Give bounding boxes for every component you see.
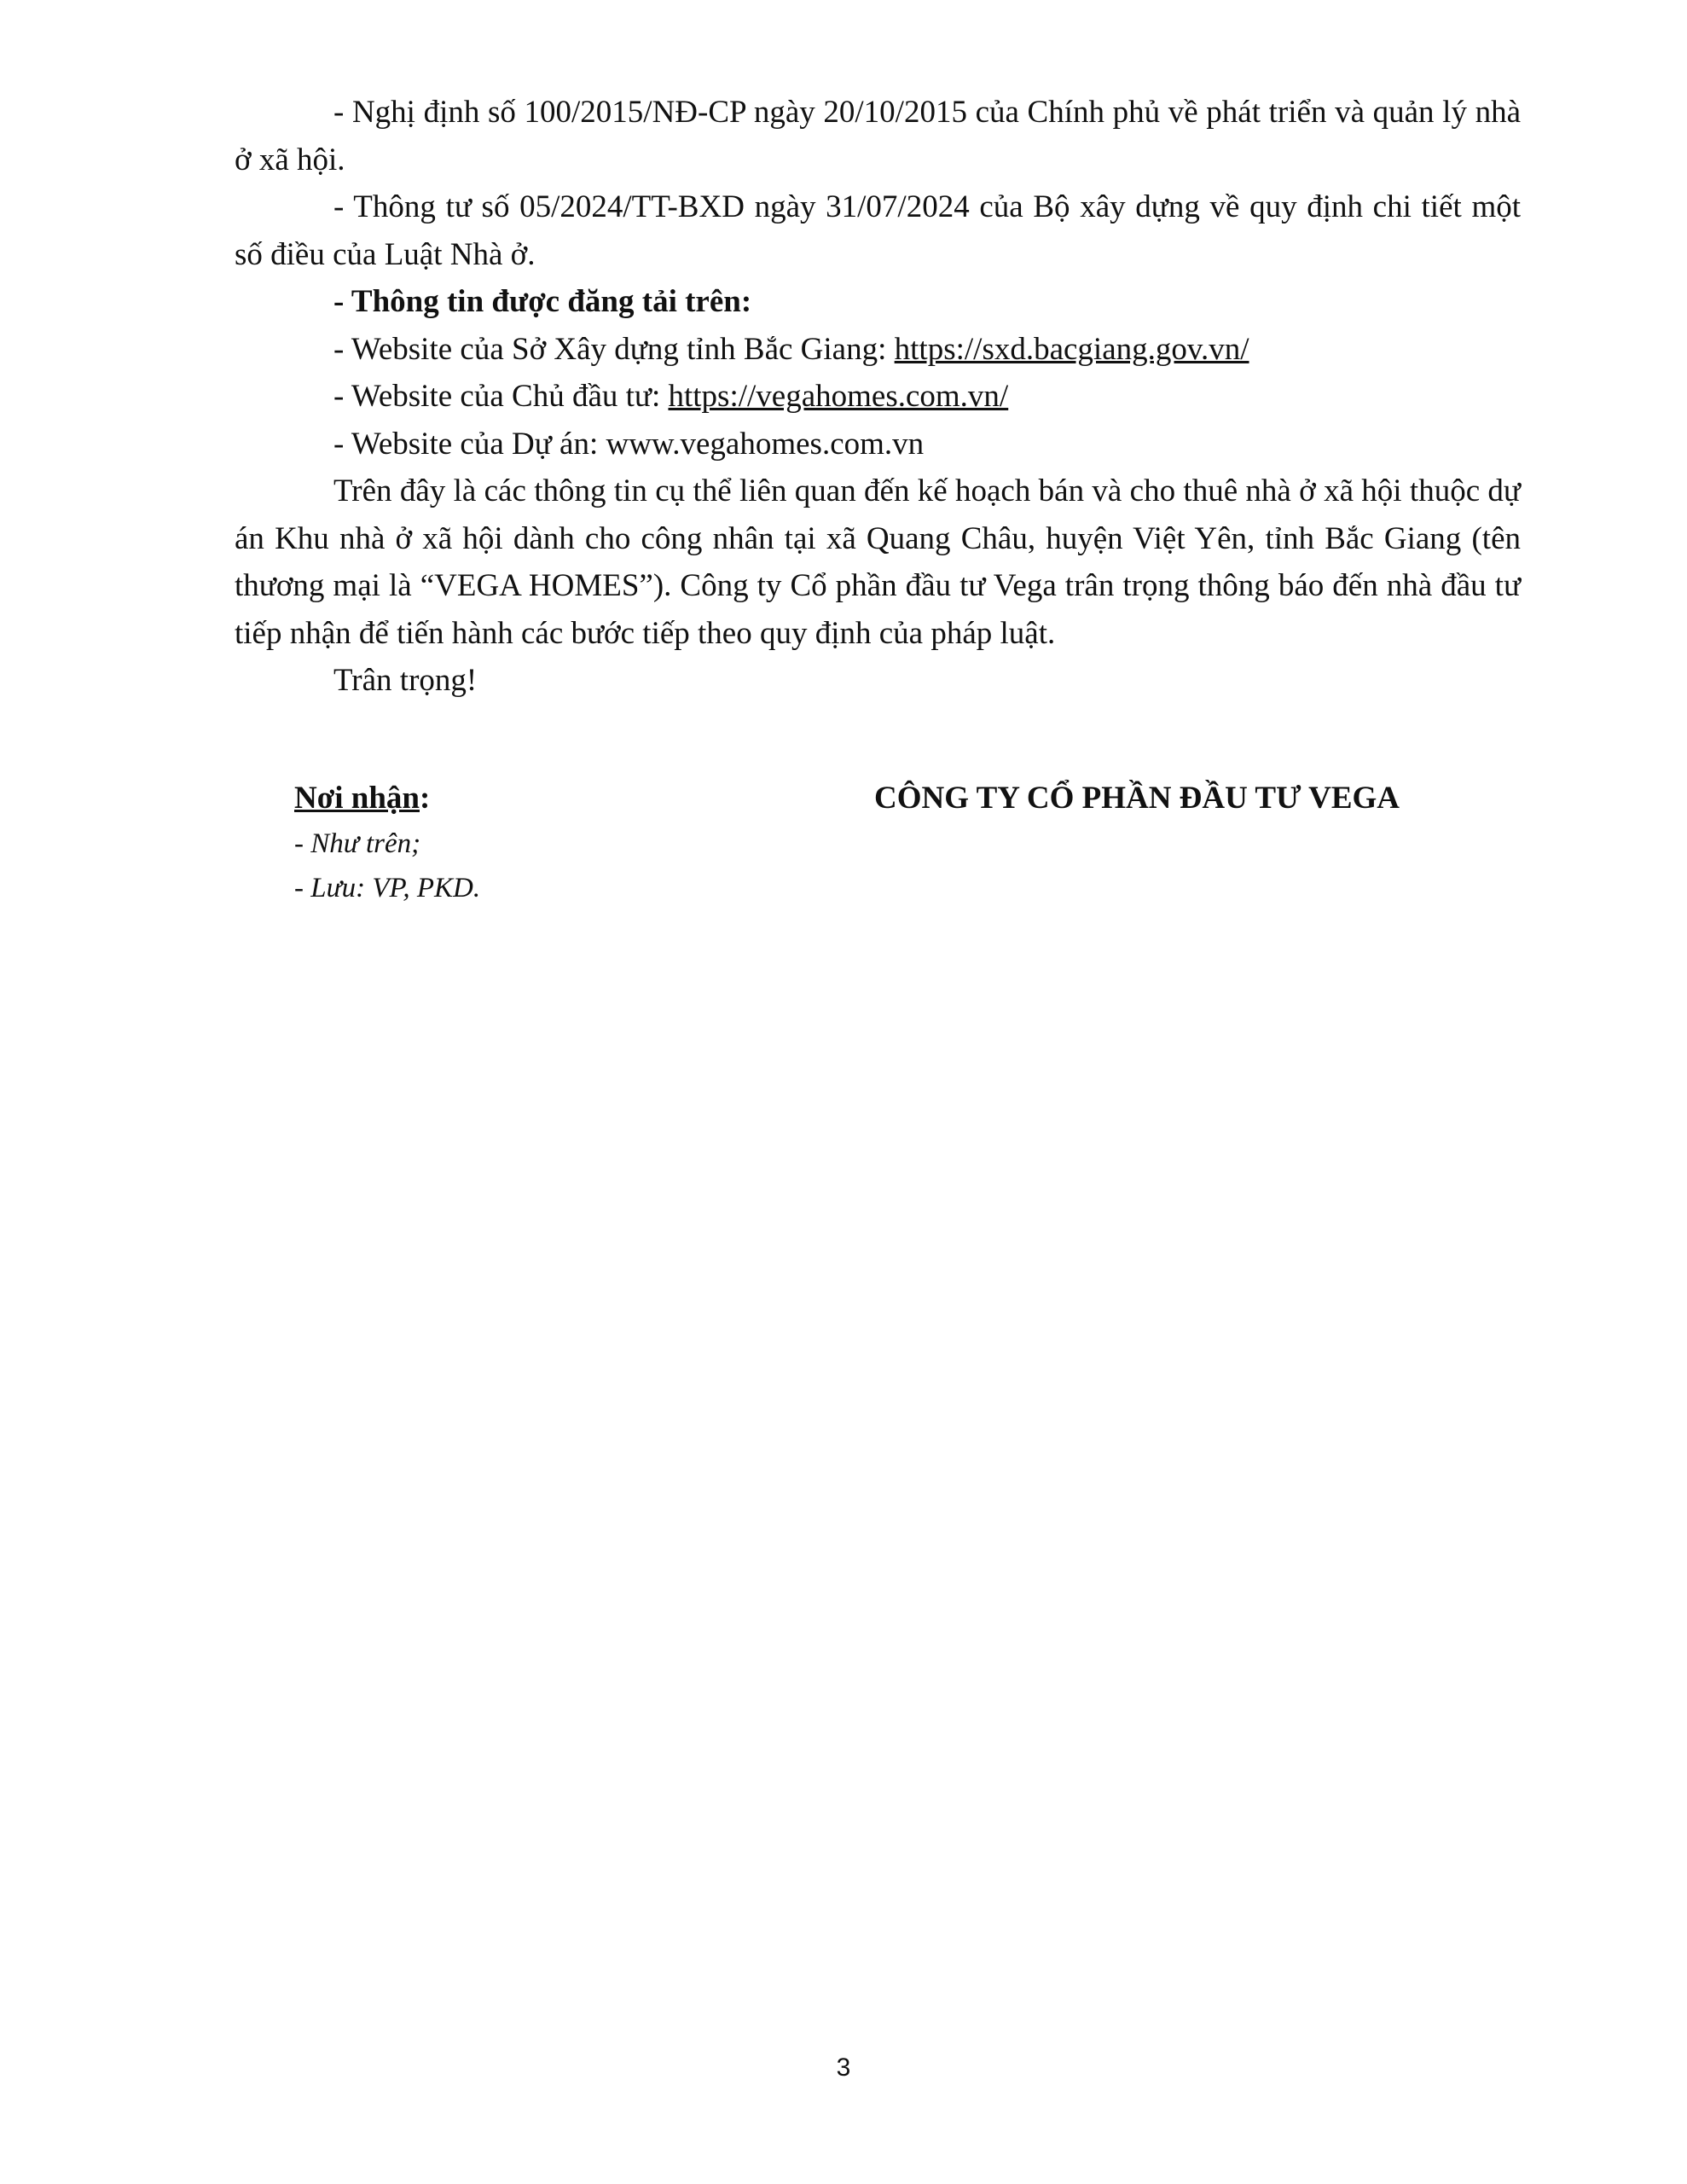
signature-company: CÔNG TY CỔ PHẦN ĐẦU TƯ VEGA	[874, 781, 1400, 816]
website-department-label: - Website của Sở Xây dựng tỉnh Bắc Giang:	[333, 331, 895, 367]
decree-reference: - Nghị định số 100/2015/NĐ-CP ngày 20/10/2015 của Chính phủ về phát triển và quản lý nhà ở xã hội.	[235, 95, 1521, 177]
website-investor-line	[235, 373, 1521, 421]
published-on-heading: - Thông tin được đăng tải trên:	[333, 284, 752, 319]
department-website-link[interactable]: https://sxd.bacgiang.gov.vn/	[894, 331, 1249, 367]
recipients-title	[294, 775, 772, 822]
investor-website-link[interactable]: https://vegahomes.com.vn/	[668, 379, 1009, 414]
circular-reference: - Thông tư số 05/2024/TT-BXD ngày 31/07/2024 của Bộ xây dựng về quy định chi tiết một số điều của Luật Nhà ở.	[235, 189, 1521, 272]
website-investor-label: - Website của Chủ đầu tư:	[333, 379, 669, 414]
recipient-item: - Như trên;	[294, 828, 421, 859]
closing-paragraph: Trên đây là các thông tin cụ thể liên quan đến kế hoạch bán và cho thuê nhà ở xã hội thuộc dự án Khu nhà ở xã hội dành cho công nhân tại xã Quang Châu, huyện Việt Yên, tỉnh Bắc Giang (tên thương mại là “VEGA HOMES”). Công ty Cổ phần đầu tư Vega trân trọng thông báo đến nhà đầu tư tiếp nhận để tiến hành các bước tiếp theo quy định của pháp luật.	[235, 473, 1521, 651]
website-project-line: - Website của Dự án: www.vegahomes.com.vn	[333, 426, 925, 462]
recipients-block	[294, 775, 772, 910]
website-department-line	[235, 326, 1521, 374]
document-body	[235, 89, 1521, 705]
regards-line: Trân trọng!	[333, 663, 478, 698]
recipients-title-label: Nơi nhận	[294, 781, 420, 816]
recipients-title-colon: :	[419, 781, 431, 816]
recipient-item: - Lưu: VP, PKD.	[294, 873, 481, 903]
page-number: 3	[836, 2053, 851, 2082]
